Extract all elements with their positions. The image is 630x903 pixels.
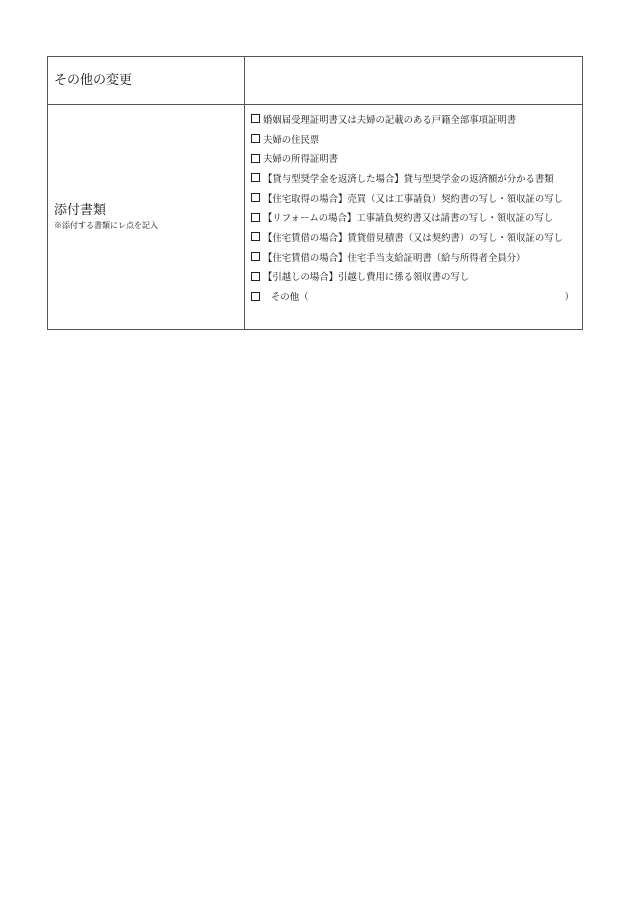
attachment-item-label: 【リフォームの場合】工事請負契約書又は請書の写し・領収証の写し <box>263 213 554 225</box>
attachment-item <box>251 168 576 188</box>
checkbox[interactable] <box>251 272 260 281</box>
checkbox[interactable] <box>251 252 260 261</box>
attachments-note: ※添付する書類にレ点を記入 <box>54 220 158 230</box>
other-changes-row <box>48 57 583 105</box>
attachment-other-label: その他（ <box>271 292 309 304</box>
attachment-item-label: 婚姻届受理証明書又は夫婦の記載のある戸籍全部事項証明書 <box>263 114 517 126</box>
attachments-checklist <box>251 109 576 306</box>
other-changes-label: その他の変更 <box>54 72 133 88</box>
other-changes-field[interactable] <box>245 57 583 105</box>
attachment-item <box>251 129 576 149</box>
attachment-item <box>251 207 576 227</box>
attachment-item <box>251 267 576 287</box>
other-changes-label-cell <box>48 57 245 105</box>
attachments-label-cell <box>48 105 245 330</box>
checkbox[interactable] <box>251 292 260 301</box>
attachment-item-label: 【住宅賃借の場合】賃貸借見積書（又は契約書）の写し・領収証の写し <box>263 232 564 244</box>
attachment-other-close: ） <box>564 292 574 304</box>
attachment-item-label: 【貸与型奨学金を返済した場合】貸与型奨学金の返済額が分かる書類 <box>263 173 554 185</box>
attachments-row <box>48 105 583 330</box>
attachment-item-label: 夫婦の所得証明書 <box>263 154 339 166</box>
attachment-item-label: 【住宅賃借の場合】住宅手当支給証明書（給与所得者全員分） <box>263 252 526 264</box>
attachment-item-label: 【住宅取得の場合】売買（又は工事請負）契約書の写し・領収証の写し <box>263 193 564 205</box>
attachment-item-label: 【引越しの場合】引越し費用に係る領収書の写し <box>263 272 470 284</box>
attachments-checklist-cell <box>245 105 583 330</box>
attachment-item-label: 夫婦の住民票 <box>263 134 320 146</box>
checkbox[interactable] <box>251 232 260 241</box>
attachment-item <box>251 109 576 129</box>
attachment-item <box>251 148 576 168</box>
checkbox[interactable] <box>251 193 260 202</box>
attachment-item <box>251 188 576 208</box>
checkbox[interactable] <box>251 213 260 222</box>
checkbox[interactable] <box>251 134 260 143</box>
attachment-item <box>251 227 576 247</box>
attachment-item <box>251 247 576 267</box>
checkbox[interactable] <box>251 114 260 123</box>
application-form-table <box>47 56 583 330</box>
attachments-label: 添付書類 <box>54 202 107 218</box>
attachment-item-other <box>251 286 576 306</box>
checkbox[interactable] <box>251 173 260 182</box>
checkbox[interactable] <box>251 154 260 163</box>
